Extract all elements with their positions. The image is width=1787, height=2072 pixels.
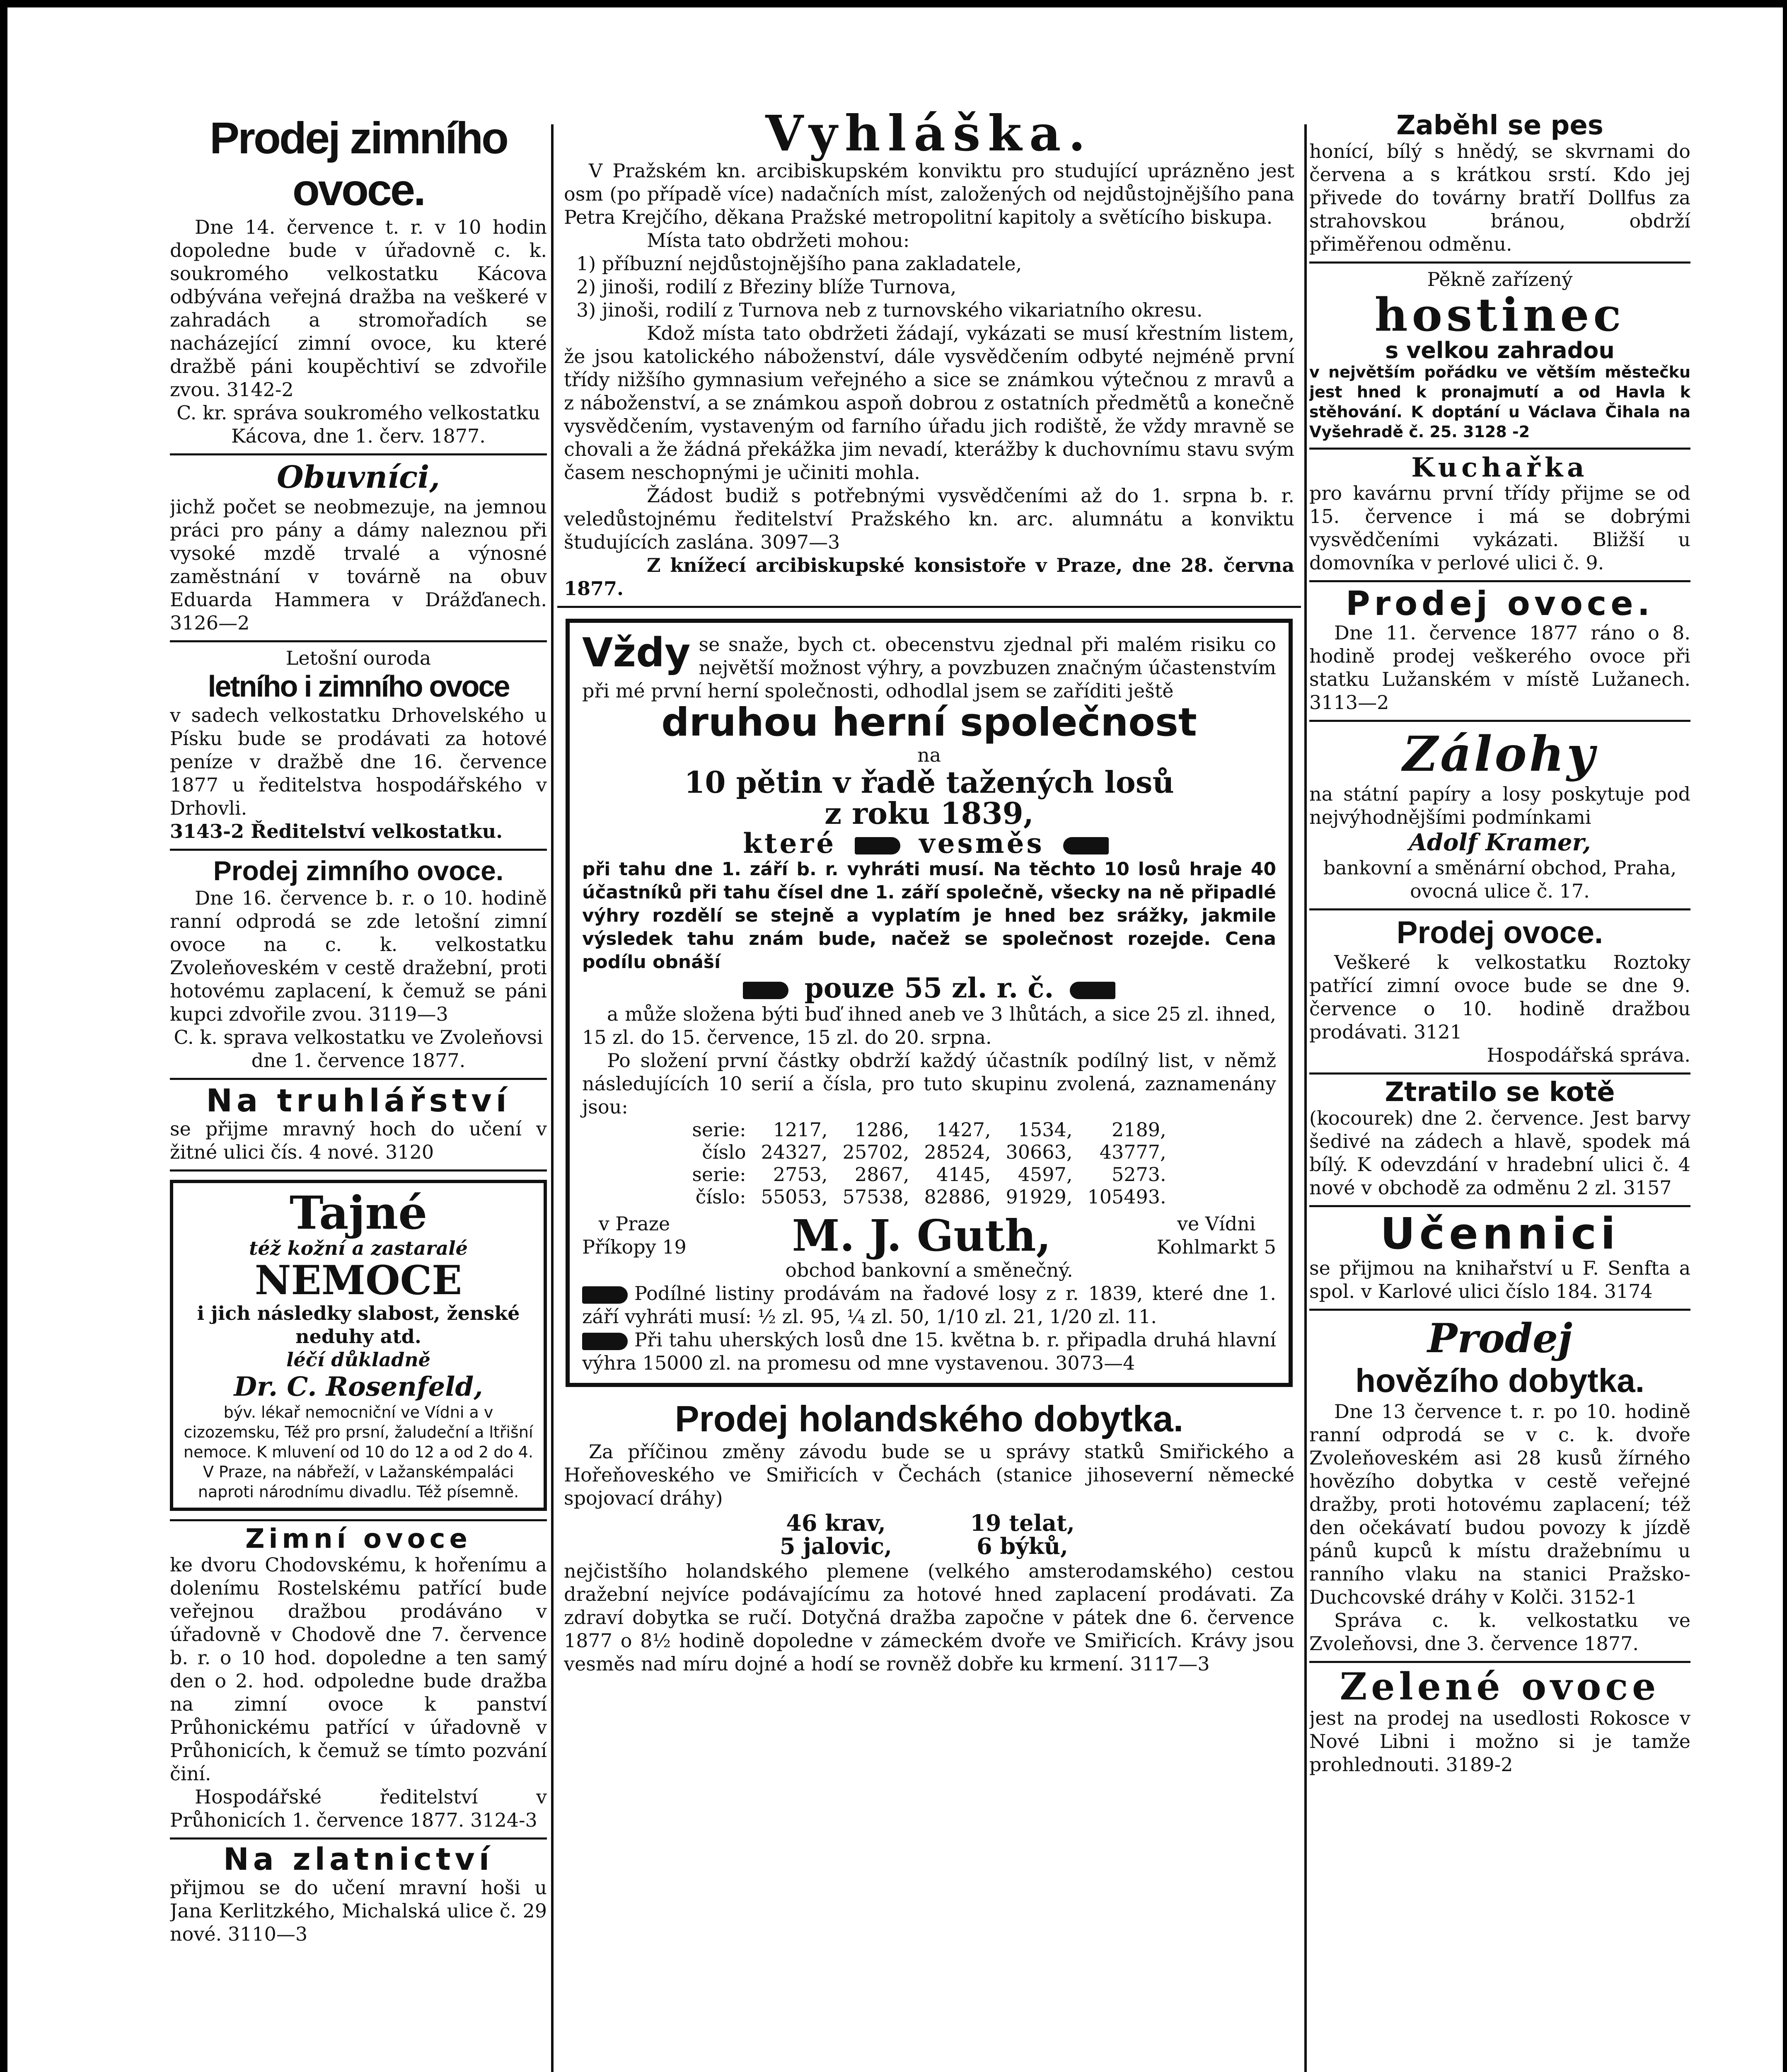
ad-subtitle: s velkou zahradou — [1385, 337, 1615, 363]
ad-title-4b: vesměs — [919, 827, 1045, 859]
ad-title: Ztratilo se kotě — [1385, 1077, 1615, 1108]
ad-na: na — [917, 743, 941, 766]
table-cell: 57538, — [842, 1186, 909, 1208]
ad-subtitle: též kožní a zastaralé — [249, 1237, 468, 1260]
ad-title: druhou herní společnost — [661, 700, 1197, 745]
ad-body: ke dvoru Chodovskému, k hořenímu a dolenímu Rostelskému patřící bude veřejnou dražbou prodáváno v úřadovně v Chodově dne 7. července b. r. o 10 hod. dopoledne a ten samý den o 2. hod. odpoledne bude dražba na zimní ovoce k panství Průhonickému patřící v úřadovně v Průhonicích, k čemuž se tímto pozvání činí. — [170, 1554, 547, 1785]
ad-body-2: nejčistšího holandského plemene (velkého amsterodamského) cestou dražební nejvíce podávajícímu za hotové hned zaplacení prodávati. Za zdraví dobytka se ručí. Dotyčná dražba započne v pátek dne 6. července 1877 o 8½ hodině dopoledne v zámeckém dvoře ve Smiřicích. Krávy jsou vesměs nad míru dojné a hodí se rovněž dobře ku krmení. 3117—3 — [564, 1560, 1294, 1675]
cattle-count: 46 krav, — [786, 1510, 886, 1537]
ad-body-2: a může složena býti buď ihned aneb ve 3 lhůtách, a sice 25 zl. ihned, 15 zl. do 15. července, 15 zl. do 20. srpna. — [582, 1003, 1276, 1049]
ad-body: v největším pořádku ve větším městečku jest hned k pronajmutí a od Havla k stěhování. K doptání u Václava Čihala na Vyšehradě č. 25. 3128 -2 — [1309, 363, 1690, 441]
ad-body-4 — [582, 1282, 1276, 1328]
ad-title: Prodej — [1427, 1315, 1572, 1362]
ad-body: Dne 16. července b. r. o 10. hodině ranní odprodá se zde letošní zimní ovoce na c. k. velkostatku Zvoleňoveském v cestě dražební, proti hotovému zaplacení, k čemuž se páni kupci zdvořile zvou. 3119—3 — [170, 887, 547, 1025]
ad-body-2: Žádost budiž s potřebnými vysvědčeními až do 1. srpna b. r. veledůstojnému ředitelství Pražského kn. arc. alumnátu a konviktu študujících zaslána. 3097—3 — [564, 484, 1294, 553]
table-cell: 1217, — [773, 1118, 828, 1141]
ad-vyhlaska — [557, 104, 1301, 608]
cattle-counts — [743, 1511, 1116, 1558]
table-cell: 82886, — [924, 1186, 991, 1208]
table-cell: 5273. — [1111, 1163, 1166, 1186]
table-cell: 91929, — [1006, 1186, 1073, 1208]
table-cell: 105493. — [1087, 1186, 1166, 1208]
firm-name: M. J. Guth, — [792, 1210, 1051, 1261]
ad-signature: Správa c. k. velkostatku ve Zvoleňovsi, dne 3. července 1877. — [1309, 1609, 1690, 1655]
left-column — [170, 108, 547, 1951]
ad-deposits — [1309, 722, 1690, 910]
table-cell: 2753, — [773, 1163, 828, 1186]
ad-cattle-zvolenoves — [1309, 1311, 1690, 1663]
ad-body: se přijmou na knihařství u F. Senfta a spol. v Karlové ulici číslo 184. 3174 — [1309, 1257, 1690, 1303]
ad-body-5-text: Při tahu uherských losů dne 15. května b. r. připadla druhá hlavní výhra 15000 zl. na promesu od mne vystavenou. 3073—4 — [582, 1329, 1276, 1375]
ad-body: se přijme mravný hoch do učení v žitné ulici čís. 4 nové. 3120 — [170, 1117, 547, 1163]
ad-title: Prodej holandského dobytka. — [675, 1398, 1184, 1440]
ad-title: Na zlatnictví — [223, 1842, 494, 1878]
ad-cook — [1309, 450, 1690, 582]
ad-fruit-roztoky — [1309, 910, 1690, 1075]
ad-lead: Místa tato obdržeti mohou: — [647, 229, 910, 252]
ad-green-fruit — [1309, 1663, 1690, 1782]
ad-intro: V Pražském kn. arcibiskupském konviktu pro studující uprázněno jest osm (po případě více) nadačních míst, založených od nejdůstojnějšího pana Petra Krejčího, děkana Pražské metropolitní kapitoly a světícího biskupa. — [564, 159, 1294, 228]
lottery-series-table — [684, 1118, 1173, 1208]
ad-fruit-luzany — [1309, 582, 1690, 722]
firm-address-left — [582, 1212, 687, 1259]
ad-title: Prodej zimního ovoce. — [209, 113, 508, 215]
table-cell: číslo — [702, 1141, 746, 1164]
ad-body: býv. lékař nemocniční ve Vídni a v cizozemsku, Též pro prsní, žaludeční a ltřišní nemoce. K mluvení od 10 do 12 a od 2 do 4. V Praze, na nábřeží, v Lažanskémpaláci naproti národnímu divadlu. Též písemně. — [184, 1403, 533, 1501]
firm-city-right: ve Vídni — [1177, 1213, 1256, 1235]
middle-column — [557, 104, 1301, 1675]
table-cell: 4145, — [936, 1163, 991, 1186]
ad-title: Zelené ovoce — [1340, 1665, 1660, 1709]
ad-doctor-name: Dr. C. Rosenfeld, — [234, 1371, 483, 1403]
table-cell: 2867, — [854, 1163, 909, 1186]
page-border-right — [1783, 0, 1787, 2072]
table-cell: 30663, — [1006, 1141, 1073, 1164]
ad-title: Zaběhl se pes — [1396, 110, 1603, 141]
table-row — [684, 1186, 1173, 1208]
ad-title: Na truhlářství — [206, 1082, 511, 1119]
ad-title-2: 10 pětin v řadě tažených losů — [684, 764, 1174, 800]
table-row — [684, 1141, 1173, 1163]
ad-title: Zimní ovoce — [245, 1524, 472, 1555]
cattle-count: 5 jalovic, — [779, 1533, 892, 1560]
ad-winter-fruit-chodov — [170, 1521, 547, 1840]
ad-title: Prodej ovoce. — [1346, 584, 1654, 623]
ad-line: i jich následky slabost, ženské neduhy atd. — [197, 1302, 520, 1348]
table-cell: 1534, — [1018, 1118, 1073, 1141]
ad-body-1: při tahu dne 1. září b. r. vyhráti musí. Na těchto 10 losů hraje 40 účastníků při tahu čísel dne 1. září společně, všecky na ně připadlé výhry rozdělí se stejně a vyplatím je hned bez srážky, jakmile výsledek tahu znám bude, načež se společnost rozejde. Cena podílu obnáší — [582, 859, 1276, 973]
ad-pretitle: Letošní ouroda — [285, 647, 431, 669]
ad-lead-big: Vždy — [582, 629, 691, 676]
ad-winter-fruit-zvolenoves — [170, 851, 547, 1080]
ad-title-2: hovězího dobytka. — [1355, 1362, 1644, 1399]
ad-title: Prodej zimního ovoce. — [213, 855, 504, 886]
page-border-left — [0, 0, 7, 2072]
ad-lead — [582, 629, 1276, 702]
table-cell: 28524, — [924, 1141, 991, 1164]
ad-body: pro kavárnu první třídy přijme se od 15. července i má se dobrými vysvědčeními vykázati. Bližší u domovníka v perlové ulici č. 9. — [1309, 482, 1690, 574]
firm-address-right — [1157, 1212, 1276, 1259]
pointing-hand-icon — [1063, 837, 1109, 854]
pointing-hand-icon — [582, 1333, 628, 1350]
page-border-top — [0, 0, 1787, 7]
ad-body: (kocourek) dne 2. července. Jest barvy šedivé na zádech a hlavě, spodek má bílý. K odevzdání v hradební ulici č. 4 nové v obchodě za odměnu 2 zl. 3157 — [1309, 1107, 1690, 1199]
ad-inn — [1309, 264, 1690, 450]
ad-body-2: bankovní a směnární obchod, Praha, ovocná ulice č. 17. — [1323, 856, 1677, 902]
ad-body-5 — [582, 1328, 1276, 1375]
ad-title-2: NEMOCE — [254, 1257, 462, 1304]
pointing-hand-icon — [855, 837, 900, 854]
ad-body: přijmou se do učení mravní hoši u Jana Kerlitzkého, Michalská ulice č. 29 nové. 3110—3 — [170, 1876, 547, 1945]
ad-item: 1) příbuzní nejdůstojnějšího pana zakladatele, — [576, 252, 1022, 275]
ad-item: 2) jinoši, rodilí z Březiny blíže Turnova, — [576, 275, 957, 298]
ad-item: 3) jinoši, rodilí z Turnova neb z turnovského vikariatního okresu. — [576, 298, 1203, 321]
ad-title: Obuvníci, — [277, 460, 440, 495]
ad-body: Veškeré k velkostatku Roztoky patřící zimní ovoce bude se dne 9. července o 10. hodině dražbou prodávati. 3121 — [1309, 951, 1690, 1043]
ad-fruit-drhovle — [170, 642, 547, 851]
right-column — [1309, 108, 1690, 1782]
pointing-hand-icon — [1070, 982, 1115, 999]
table-cell: 55053, — [761, 1186, 828, 1208]
ad-body-4-text: Podílné listiny prodávám na řadové losy z r. 1839, které dne 1. září vyhráti musí: ½ zl. 95, ¼ zl. 50, 1/10 zl. 21, 1/20 zl. 11. — [582, 1282, 1276, 1328]
ad-title: Kuchařka — [1411, 452, 1589, 483]
ad-body-1: Za příčinou změny závodu bude se u správy statků Smiřického a Hořeňoveského ve Smiřicích v Čechách (stanice jihoseverní německé spojovací dráhy) — [564, 1440, 1294, 1510]
column-rule-left — [551, 124, 554, 2072]
ad-title-3: z roku 1839, — [825, 796, 1034, 831]
ad-title-4a: které — [743, 827, 837, 859]
table-cell: 24327, — [761, 1141, 828, 1164]
ad-signature: 3143-2 Ředitelství velkostatku. — [170, 820, 503, 842]
ad-title: Prodej ovoce. — [1396, 915, 1603, 950]
ad-body: Dne 14. července t. r. v 10 hodin dopoledne bude v úřadovně c. k. soukromého velkostatku Kácova odbývána veřejná dražba na veškeré v zahradách a stromořadích se nacházející zimní ovoce, ku které dražbě páni koupěchtiví se zdvořile zvou. 3142-2 — [170, 216, 547, 401]
table-cell: 2189, — [1111, 1118, 1166, 1141]
ad-title: Zálohy — [1403, 726, 1597, 782]
firm-city-left: v Praze — [598, 1213, 670, 1235]
ad-signature: Hospodářské ředitelství v Průhonicích 1. července 1877. 3124-3 — [170, 1786, 547, 1832]
ad-shoemakers — [170, 455, 547, 642]
ad-lottery-guth — [566, 619, 1293, 1387]
ad-secret-diseases — [170, 1172, 547, 1521]
ad-lost-dog — [1309, 108, 1690, 264]
table-cell: 25702, — [842, 1141, 909, 1164]
ad-pretitle: Pěkně zařízený — [1427, 268, 1573, 291]
table-cell: 1427, — [936, 1118, 991, 1141]
ad-lead-text: se snaže, bych ct. obecenstvu zjednal při malém risiku co největší možnost výhry, a povzbuzen značným účastenstvím při mé první herní společnosti, odhodlal jsem se zaříditi ještě — [582, 633, 1276, 702]
ad-line: léčí důkladně — [286, 1348, 430, 1371]
column-rule-right — [1304, 124, 1307, 2072]
ad-title-4 — [582, 829, 1276, 858]
pointing-hand-icon — [582, 1286, 628, 1304]
ad-title: Učennici — [1380, 1208, 1620, 1259]
ad-body: jest na prodej na usedlosti Rokosce v Nové Libni i možno si je tamže prohlednouti. 3189-2 — [1309, 1706, 1690, 1776]
table-row — [684, 1163, 1173, 1186]
ad-frame — [170, 1180, 547, 1511]
table-cell: serie: — [692, 1163, 746, 1186]
ad-signature: C. kr. správa soukromého velkostatku Kácova, dne 1. červ. 1877. — [177, 402, 540, 447]
table-row — [684, 1118, 1173, 1141]
ad-title: Vyhláška. — [765, 104, 1093, 162]
firm-subtitle: obchod bankovní a směnečný. — [785, 1259, 1073, 1282]
ad-price — [582, 972, 1276, 1005]
ad-body: Dne 13 července t. r. po 10. hodině ranní odprodá se v c. k. dvoře Zvoleňoveském asi 28 kusů žírného hovězího dobytka v cestě veřejné dražby, proti hotovému zaplacení; též den očekávatí budou povozy k jízdě pánů kupců k místu dražebnímu u ranního vlaku na stanici Pražsko-Duchcovské dráhy v Kolči. 3152-1 — [1309, 1400, 1690, 1609]
ad-body: Dne 11. července 1877 ráno o 8. hodině prodej veškerého ovoce při statku Lužanském v místě Lužanech. 3113—2 — [1309, 621, 1690, 714]
ad-signature: C. k. sprava velkostatku ve Zvoleňovsi dne 1. července 1877. — [174, 1026, 543, 1072]
firm-street-right: Kohlmarkt 5 — [1156, 1236, 1276, 1259]
ad-body: jichž počet se neobmezuje, na jemnou práci pro pány a dámy naleznou při vysoké mzdě trvalé a výnosné zaměstnání v továrně na obuv Eduarda Hammera v Drážďanech. 3126—2 — [170, 496, 547, 634]
table-cell: číslo: — [695, 1186, 746, 1208]
ad-dutch-cattle — [557, 1398, 1301, 1675]
ad-lost-kitten — [1309, 1075, 1690, 1207]
ad-title: hostinec — [1374, 288, 1625, 342]
ad-goldsmith — [170, 1840, 547, 1951]
cattle-count: 6 býků, — [977, 1533, 1068, 1560]
ad-body: Kdož místa tato obdržeti žádají, vykázati se musí křestním listem, že jsou katolického náboženství, dále vysvědčením odbyté nejméně první třídy nižšího gymnasium veřejného a sice se známkou výtečnou z mravů a z náboženství, a se známkou aspoň dobrou z ostatních předmětů a konečně vysvědčením, vystaveným od farního úřadu jich rodiště, že vždy mravně se chovali a že žádná překážka jim nevadí, kterážby k duchovnímu stavu svým časem neschopnými je učiniti mohla. — [564, 322, 1294, 484]
ad-title: letního i zimního ovoce — [208, 670, 509, 703]
ad-body-3: Po složení první částky obdrží každý účastník podílný list, v němž následujících 10 serií a čísla, pro tuto skupinu zvolená, zaznamenány jsou: — [582, 1049, 1276, 1118]
ad-winter-fruit-kacov — [170, 108, 547, 455]
cattle-count: 19 telat, — [970, 1510, 1075, 1537]
ad-signature: Hospodářská správa. — [1487, 1043, 1690, 1066]
ad-price-text: pouze 55 zl. r. č. — [804, 972, 1054, 1005]
table-cell: 1286, — [854, 1118, 909, 1141]
firm-block — [582, 1212, 1276, 1259]
ad-body: honící, bílý s hnědý, se skvrnami do červena a s krátkou srstí. Kdo jej přivede do továrny bratří Dollfus za strahovskou bránou, obdrží přiměřenou odměnu. — [1309, 140, 1690, 256]
firm-street-left: Příkopy 19 — [582, 1236, 687, 1259]
ad-signature: Z knížecí arcibiskupské konsistoře v Praze, dne 28. června 1877. — [564, 554, 1294, 600]
ad-apprentices — [1309, 1207, 1690, 1311]
table-cell: 4597, — [1018, 1163, 1073, 1186]
ad-title: Tajné — [289, 1186, 428, 1239]
ad-name: Adolf Kramer, — [1409, 828, 1591, 856]
ad-body: v sadech velkostatku Drhovelského u Písku bude se prodávati za hotové peníze v dražbě dne 16. července 1877 u ředitelstva hospodářského v Drhovli. — [170, 704, 547, 819]
table-cell: serie: — [692, 1118, 746, 1141]
ad-carpentry — [170, 1080, 547, 1172]
ad-body: na státní papíry a losy poskytuje pod nejvýhodnějšími podmínkami — [1309, 782, 1690, 828]
pointing-hand-icon — [743, 982, 788, 999]
table-cell: 43777, — [1099, 1141, 1166, 1164]
